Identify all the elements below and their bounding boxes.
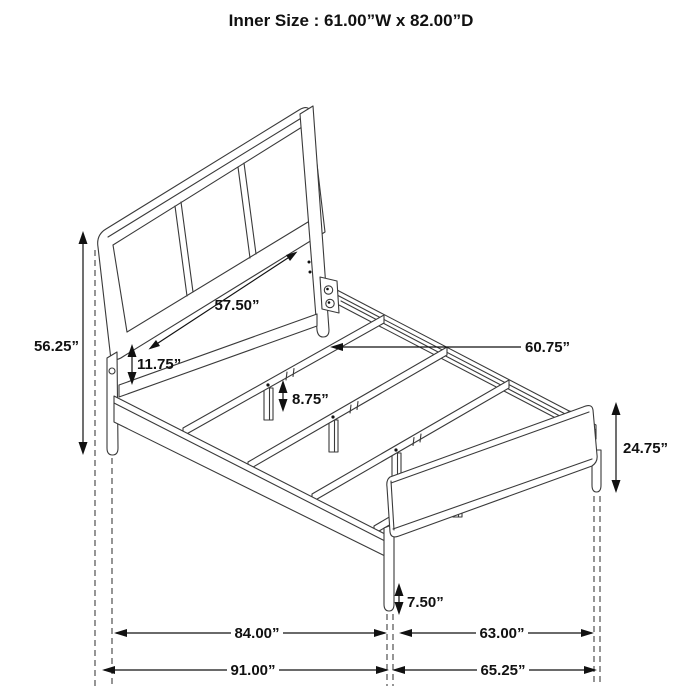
dim-headboard-height — [34, 231, 88, 455]
dim-slat-span — [114, 625, 387, 642]
dim-label: 7.50” — [407, 594, 444, 611]
dim-label: 84.00” — [234, 625, 280, 642]
slat-center-leg — [264, 388, 273, 420]
dim-slat-leg-height — [279, 380, 329, 412]
dim-label: 8.75” — [292, 391, 329, 408]
dim-overall-width — [392, 662, 597, 679]
stile-hole — [308, 261, 311, 264]
dim-footboard-span — [399, 625, 594, 642]
stile-hole — [309, 271, 312, 274]
dim-label: 65.25” — [480, 662, 526, 679]
dim-label: 57.50” — [214, 297, 260, 314]
rail-bracket — [320, 277, 339, 313]
page-title: Inner Size : 61.00”W x 82.00”D — [228, 11, 474, 30]
screw-dot — [394, 448, 397, 451]
dim-label: 60.75” — [525, 339, 571, 356]
footboard-panel — [387, 406, 597, 537]
footboard-front-leg — [384, 524, 394, 611]
dim-label: 91.00” — [230, 662, 276, 679]
dim-footboard-height — [612, 402, 669, 493]
dim-label: 56.25” — [33, 338, 79, 355]
dim-footboard-clearance — [395, 583, 444, 615]
dim-label: 11.75” — [137, 356, 182, 373]
slat-center-leg — [329, 420, 338, 452]
screw-dot — [266, 383, 269, 386]
dim-label: 63.00” — [479, 625, 525, 642]
dim-overall-depth — [102, 662, 389, 679]
screw-dot — [331, 415, 334, 418]
slat-2 — [248, 347, 447, 470]
dim-label: 24.75” — [623, 440, 669, 457]
